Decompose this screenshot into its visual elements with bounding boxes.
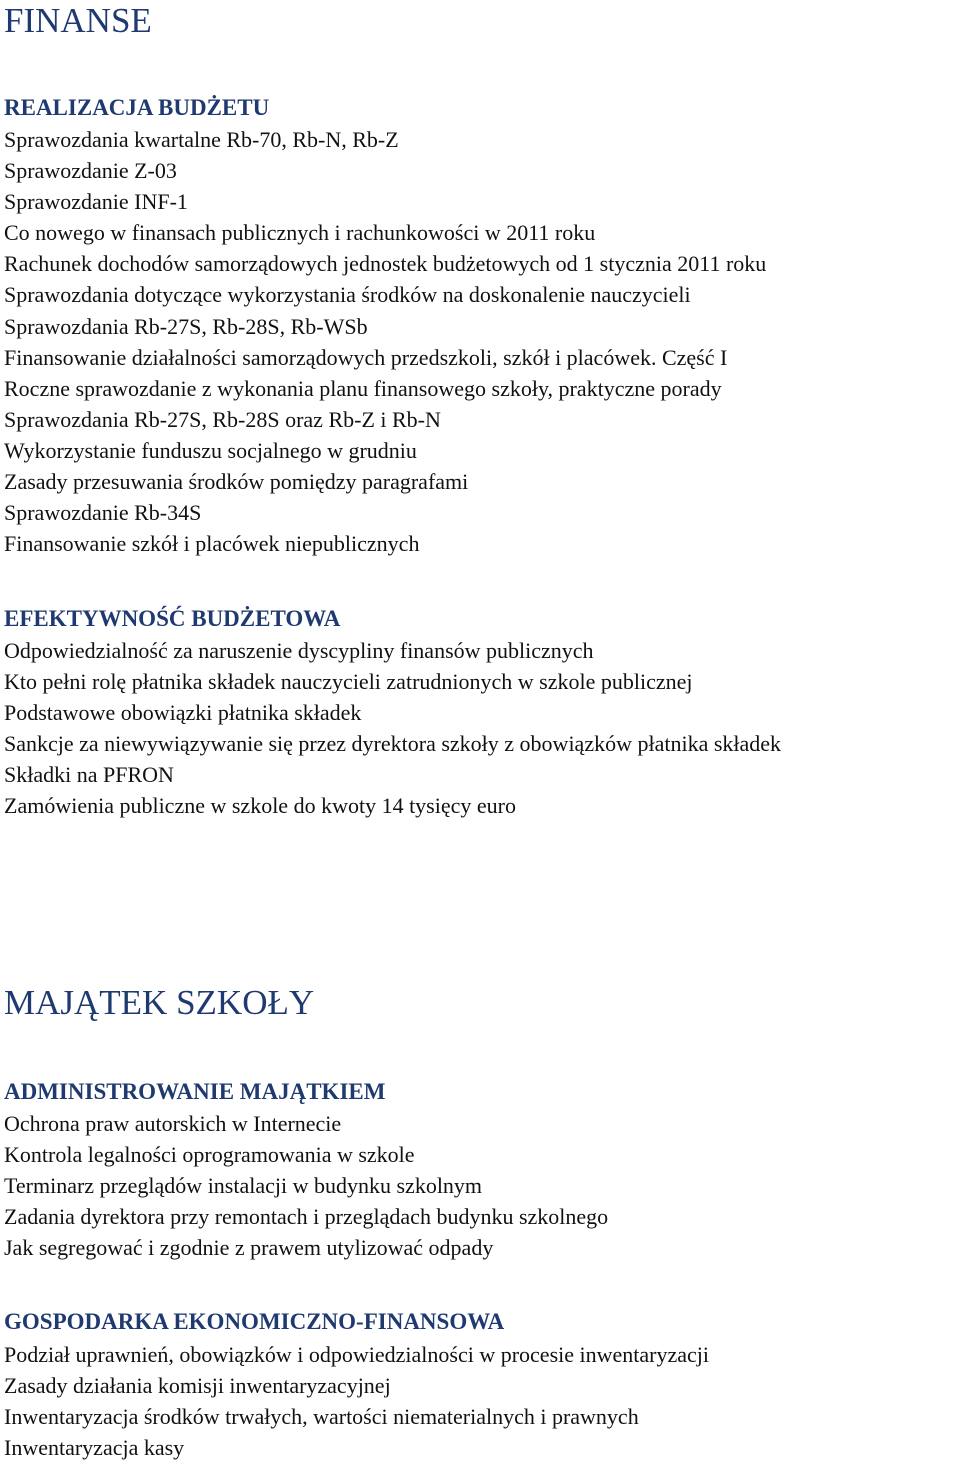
list-item: Inwentaryzacja kasy xyxy=(4,1435,185,1461)
list-item: Sprawozdania dotyczące wykorzystania środków na doskonalenie nauczycieli xyxy=(4,282,691,308)
subsection-title-realizacja-budzetu: REALIZACJA BUDŻETU xyxy=(4,95,270,120)
list-item: Zasady działania komisji inwentaryzacyjnej xyxy=(4,1373,391,1399)
efektywnosc-budzetowa-list xyxy=(4,635,781,822)
realizacja-budzetu-list xyxy=(4,124,766,559)
list-item: Rachunek dochodów samorządowych jednostek budżetowych od 1 stycznia 2011 roku xyxy=(4,251,767,277)
list-item: Zasady przesuwania środków pomiędzy paragrafami xyxy=(4,469,469,495)
subsection-title-gospodarka-ekonomiczno-finansowa: GOSPODARKA EKONOMICZNO-FINANSOWA xyxy=(4,1309,505,1334)
list-item: Sprawozdanie Rb-34S xyxy=(4,500,202,526)
list-item: Finansowanie działalności samorządowych przedszkoli, szkół i placówek. Część I xyxy=(4,344,728,370)
list-item: Podział uprawnień, obowiązków i odpowiedzialności w procesie inwentaryzacji xyxy=(4,1342,709,1367)
list-item: Co nowego w finansach publicznych i rachunkowości w 2011 roku xyxy=(4,220,596,246)
list-item: Odpowiedzialność za naruszenie dyscypliny finansów publicznych xyxy=(4,638,594,663)
list-item: Składki na PFRON xyxy=(4,762,174,788)
list-item: Zamówienia publiczne w szkole do kwoty 14 tysięcy euro xyxy=(4,793,516,819)
section-title-finanse: FINANSE xyxy=(4,1,152,40)
list-item: Sankcje za niewywiązywanie się przez dyrektora szkoły z obowiązków płatnika składek xyxy=(4,731,782,757)
gospodarka-ekonomiczno-finansowa-list xyxy=(4,1339,709,1463)
list-item: Sprawozdanie Z-03 xyxy=(4,158,177,184)
subsection-title-efektywnosc-budzetowa: EFEKTYWNOŚĆ BUDŻETOWA xyxy=(4,606,341,631)
list-item: Wykorzystanie funduszu socjalnego w grudniu xyxy=(4,437,417,463)
list-item: Podstawowe obowiązki płatnika składek xyxy=(4,700,362,726)
list-item: Ochrona praw autorskich w Internecie xyxy=(4,1111,342,1136)
list-item: Sprawozdania Rb-27S, Rb-28S oraz Rb-Z i Rb-N xyxy=(4,406,441,432)
list-item: Finansowanie szkół i placówek niepublicznych xyxy=(4,531,420,557)
list-item: Inwentaryzacja środków trwałych, wartości niematerialnych i prawnych xyxy=(4,1404,639,1430)
list-item: Kontrola legalności oprogramowania w szkole xyxy=(4,1142,415,1168)
list-item: Sprawozdanie INF-1 xyxy=(4,189,188,215)
section-title-majatek-szkoly: MAJĄTEK SZKOŁY xyxy=(4,983,315,1022)
list-item: Roczne sprawozdanie z wykonania planu finansowego szkoły, praktyczne porady xyxy=(4,375,722,401)
subsection-title-administrowanie-majatkiem: ADMINISTROWANIE MAJĄTKIEM xyxy=(4,1079,386,1104)
list-item: Kto pełni rolę płatnika składek nauczycieli zatrudnionych w szkole publicznej xyxy=(4,669,693,695)
list-item: Jak segregować i zgodnie z prawem utylizować odpady xyxy=(4,1235,494,1261)
administrowanie-majatkiem-list xyxy=(4,1108,608,1263)
list-item: Sprawozdania Rb-27S, Rb-28S, Rb-WSb xyxy=(4,313,368,339)
list-item: Terminarz przeglądów instalacji w budynku szkolnym xyxy=(4,1173,483,1199)
list-item: Zadania dyrektora przy remontach i przeglądach budynku szkolnego xyxy=(4,1204,609,1230)
list-item: Sprawozdania kwartalne Rb-70, Rb-N, Rb-Z xyxy=(4,127,399,152)
